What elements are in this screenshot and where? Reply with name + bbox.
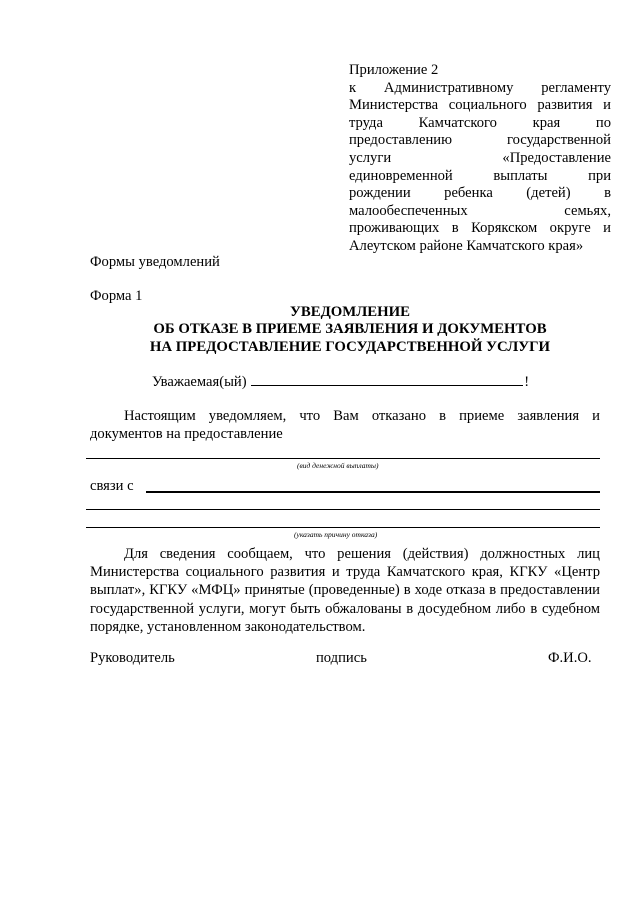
appendix-line-9: малообеспеченных семьях, [349, 202, 611, 219]
signature-head-label: Руководитель [90, 650, 175, 666]
reason-line-2 [86, 509, 600, 510]
appendix-line-2: к Административному регламенту [349, 79, 611, 96]
form-number: Форма 1 [90, 288, 143, 304]
recipient-name-blank [251, 373, 523, 386]
forms-caption: Формы уведомлений [90, 254, 220, 270]
in-connection-label: связи с [90, 478, 134, 494]
greeting-line [152, 373, 529, 391]
greeting-prefix: Уважаемая(ый) [152, 374, 247, 390]
payment-type-line [86, 458, 600, 459]
appendix-line-8: рождении ребенка (детей) в [349, 185, 611, 202]
reason-hint: (указать причину отказа) [294, 530, 378, 539]
appendix-line-7: единовременной выплаты при [349, 167, 611, 184]
appendix-block [349, 62, 611, 256]
title-line-2: ОБ ОТКАЗЕ В ПРИЕМЕ ЗАЯВЛЕНИЯ И ДОКУМЕНТОВ [153, 321, 547, 338]
greeting-suffix: ! [524, 374, 530, 390]
document-title [90, 304, 610, 356]
appendix-line-5: предоставлению государственной [349, 132, 611, 149]
reason-line-1 [146, 491, 600, 493]
appendix-line-3: Министерства социального развития и [349, 97, 611, 114]
reason-line-3 [86, 527, 600, 528]
appendix-line-11: Алеутском районе Камчатского края» [349, 237, 584, 254]
notice-paragraph: Настоящим уведомляем, что Вам отказано в приеме заявления и документов на предоставление [90, 408, 600, 442]
appendix-line-10: проживающих в Корякском округе и [349, 220, 611, 237]
title-line-1: УВЕДОМЛЕНИЕ [289, 304, 411, 320]
signature-name-label: Ф.И.О. [548, 650, 592, 666]
appeal-paragraph: Для сведения сообщаем, что решения (действия) должностных лиц Министерства социального развития и труда Камчатского края, КГКУ «Центр выплат», КГКУ «МФЦ» принятые (проведенные) в ходе отказа в предоставлении государственной услуги, могут быть обжалованы в досудебном либо в судебном порядке, установленном законодательством. [90, 546, 600, 635]
appendix-line-4: труда Камчатского края по [349, 114, 611, 131]
appendix-line-6: услуги «Предоставление [349, 149, 611, 166]
signature-sign-label: подпись [316, 650, 367, 666]
title-line-3: НА ПРЕДОСТАВЛЕНИЕ ГОСУДАРСТВЕННОЙ УСЛУГИ [149, 338, 551, 355]
appendix-line-1: Приложение 2 [349, 62, 439, 78]
payment-type-hint: (вид денежной выплаты) [297, 461, 379, 470]
